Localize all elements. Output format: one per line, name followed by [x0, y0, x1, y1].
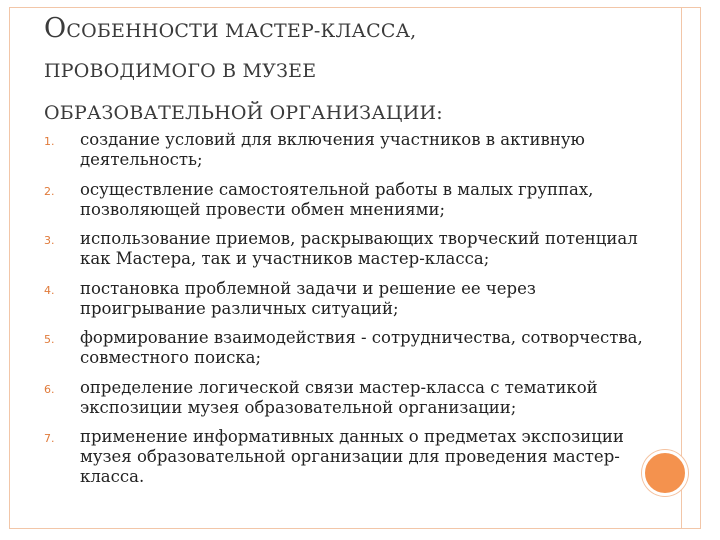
- orange-circle-icon: [642, 450, 688, 496]
- list-item-text: осуществление самостоятельной работы в малых группах, позволяющей провести обмен мнениями;: [80, 179, 594, 219]
- list-item-text: формирование взаимодействия - сотрудничества, сотворчества, совместного поиска;: [80, 328, 643, 367]
- title-line-1-text: СОБЕННОСТИ МАСТЕР-КЛАССА,: [66, 20, 417, 42]
- list-item-text: определение логической связи мастер-класса с тематикой экспозиции музея образовательной организации;: [80, 377, 598, 417]
- list-item: [44, 180, 664, 220]
- slide-title: [44, 8, 664, 134]
- list-item: [44, 229, 664, 269]
- list-number: 5.: [44, 333, 55, 346]
- list-number: 4.: [44, 283, 55, 297]
- list-item-text: применение информативных данных о предметах экспозиции музея образовательной организации для проведения мастер- класса.: [80, 427, 624, 486]
- list-item: [44, 378, 664, 418]
- title-line-3: ОБРАЗОВАТЕЛЬНОЙ ОРГАНИЗАЦИИ:: [44, 102, 443, 124]
- title-line-2: ПРОВОДИМОГО В МУЗЕЕ: [44, 60, 317, 82]
- list-item-text: создание условий для включения участников в активную деятельность;: [80, 130, 585, 169]
- list-number: 2.: [44, 184, 55, 198]
- list-item-text: постановка проблемной задачи и решение ее через проигрывание различных ситуаций;: [80, 278, 536, 318]
- list-item: [44, 328, 664, 368]
- title-drop-cap: О: [44, 13, 67, 44]
- list-number: 3.: [44, 234, 55, 247]
- list-item-text: использование приемов, раскрывающих творческий потенциал как Мастера, так и участников мастер-класса;: [80, 229, 638, 268]
- title-line-1: [44, 8, 664, 50]
- feature-list: [44, 130, 664, 497]
- list-item: [44, 427, 664, 487]
- frame-right-rule: [681, 7, 682, 529]
- list-number: 1.: [44, 135, 55, 148]
- list-item: [44, 130, 664, 170]
- list-number: 6.: [44, 382, 55, 396]
- list-number: 7.: [44, 432, 55, 445]
- list-item: [44, 279, 664, 319]
